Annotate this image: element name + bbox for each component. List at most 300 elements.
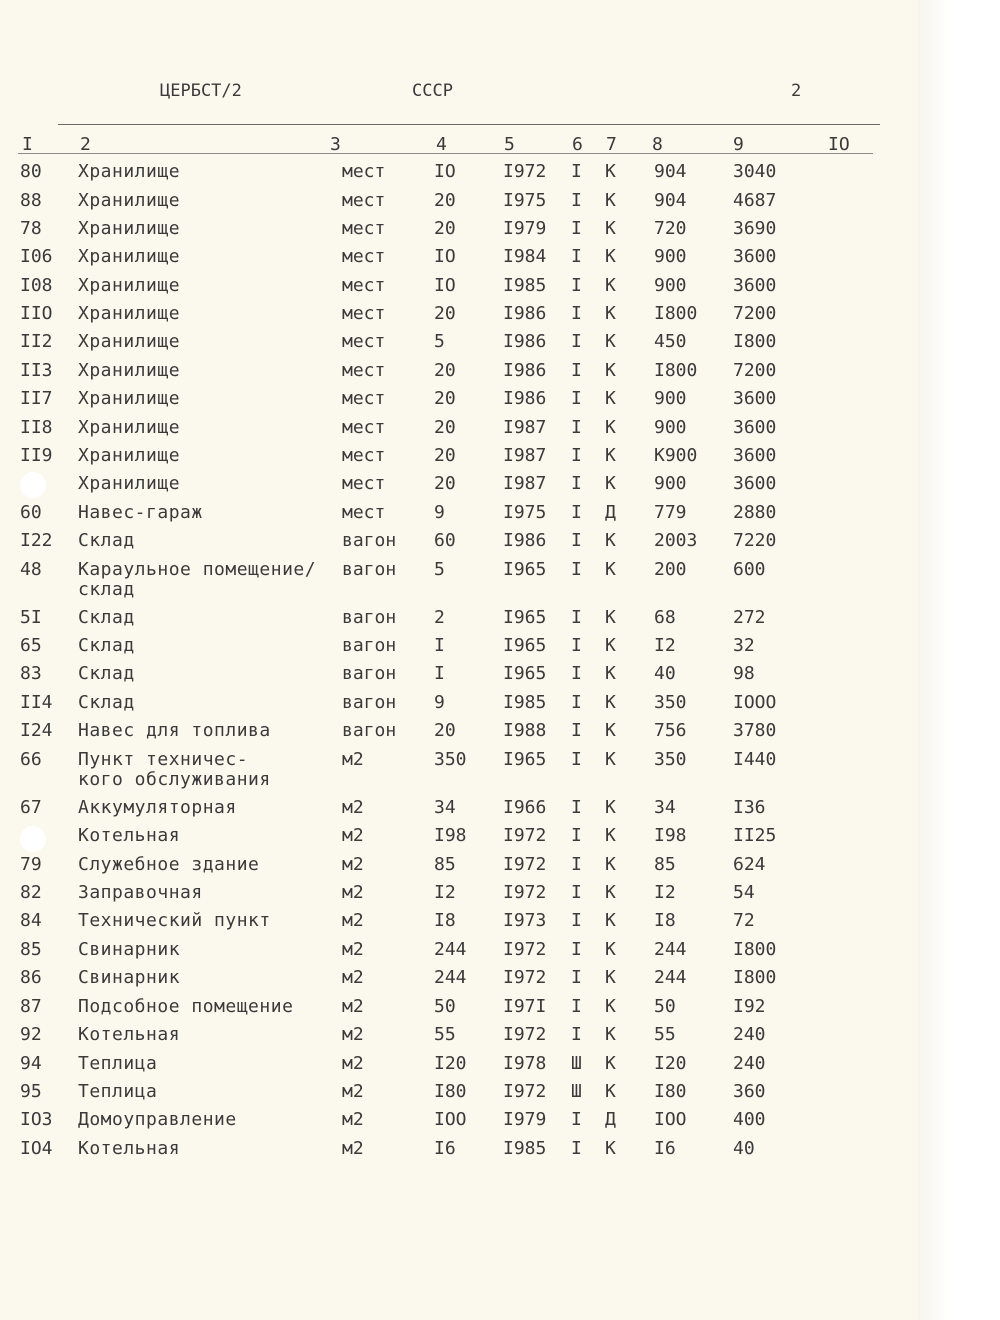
- year: I972: [503, 854, 547, 875]
- quantity: I: [434, 635, 445, 656]
- value-col-8: I8: [654, 910, 676, 931]
- value-col-8: I2: [654, 635, 676, 656]
- row-number: 92: [20, 1024, 42, 1045]
- table-row: [0, 968, 918, 996]
- quantity: 244: [434, 939, 467, 960]
- object-name: Хранилище: [78, 331, 181, 352]
- unit: вагон: [342, 635, 397, 656]
- material: К: [605, 161, 616, 182]
- row-number: 86: [20, 967, 42, 988]
- object-name: Хранилище: [78, 161, 181, 182]
- value-col-8: 68: [654, 607, 676, 628]
- year: I972: [503, 1024, 547, 1045]
- value-col-9: 240: [733, 1024, 766, 1045]
- material: К: [605, 967, 616, 988]
- object-name: Хранилище: [78, 473, 181, 494]
- column-header: I: [22, 134, 33, 155]
- value-col-9: IOOO: [733, 692, 777, 713]
- material: К: [605, 797, 616, 818]
- unit: м2: [342, 749, 364, 770]
- material: К: [605, 882, 616, 903]
- row-number: 95: [20, 1081, 42, 1102]
- table-row: [0, 361, 918, 389]
- year: I972: [503, 1081, 547, 1102]
- value-col-8: IOO: [654, 1109, 687, 1130]
- category: I: [571, 190, 582, 211]
- material: К: [605, 854, 616, 875]
- table-row: [0, 798, 918, 826]
- year: I972: [503, 939, 547, 960]
- value-col-8: I98: [654, 825, 687, 846]
- table-row: [0, 940, 918, 968]
- material: К: [605, 1081, 616, 1102]
- category: I: [571, 854, 582, 875]
- material: К: [605, 635, 616, 656]
- unit: мест: [342, 161, 386, 182]
- value-col-9: 7200: [733, 360, 777, 381]
- value-col-9: 600: [733, 559, 766, 580]
- category: I: [571, 797, 582, 818]
- object-name: Хранилище: [78, 388, 181, 409]
- unit: мест: [342, 190, 386, 211]
- row-number: 88: [20, 190, 42, 211]
- material: К: [605, 749, 616, 770]
- material: К: [605, 1024, 616, 1045]
- unit: м2: [342, 1053, 364, 1074]
- object-name: Хранилище: [78, 246, 181, 267]
- quantity: I20: [434, 1053, 467, 1074]
- category: I: [571, 882, 582, 903]
- year: I965: [503, 607, 547, 628]
- row-number: IO3: [20, 1109, 53, 1130]
- object-name: Склад: [78, 530, 135, 551]
- material: К: [605, 246, 616, 267]
- year: I965: [503, 559, 547, 580]
- value-col-8: 756: [654, 720, 687, 741]
- year: I965: [503, 635, 547, 656]
- value-col-8: 779: [654, 502, 687, 523]
- value-col-8: 900: [654, 275, 687, 296]
- table-row: [0, 474, 918, 502]
- object-name: Свинарник: [78, 939, 181, 960]
- header-rule: [58, 124, 880, 125]
- quantity: 2: [434, 607, 445, 628]
- table-row: [0, 162, 918, 190]
- year: I965: [503, 749, 547, 770]
- object-name: Заправочная: [78, 882, 203, 903]
- quantity: 85: [434, 854, 456, 875]
- year: I979: [503, 218, 547, 239]
- value-col-8: I6: [654, 1138, 676, 1159]
- unit: м2: [342, 910, 364, 931]
- row-number: 82: [20, 882, 42, 903]
- value-col-9: 624: [733, 854, 766, 875]
- value-col-9: I440: [733, 749, 777, 770]
- year: I972: [503, 967, 547, 988]
- row-number: II7: [20, 388, 53, 409]
- value-col-8: 200: [654, 559, 687, 580]
- year: I986: [503, 530, 547, 551]
- value-col-8: 244: [654, 967, 687, 988]
- table-row: [0, 332, 918, 360]
- value-col-8: К900: [654, 445, 698, 466]
- table-row: [0, 191, 918, 219]
- quantity: I: [434, 663, 445, 684]
- object-name: Теплица: [78, 1081, 158, 1102]
- quantity: 20: [434, 445, 456, 466]
- category: I: [571, 360, 582, 381]
- value-col-9: I800: [733, 967, 777, 988]
- category: I: [571, 910, 582, 931]
- object-name: Технический пункт: [78, 910, 271, 931]
- table-row: [0, 1082, 918, 1110]
- value-col-8: I80: [654, 1081, 687, 1102]
- quantity: 350: [434, 749, 467, 770]
- table-row: [0, 276, 918, 304]
- value-col-8: I2: [654, 882, 676, 903]
- quantity: 20: [434, 218, 456, 239]
- table-row: [0, 883, 918, 911]
- material: К: [605, 417, 616, 438]
- year: I986: [503, 303, 547, 324]
- value-col-8: 900: [654, 246, 687, 267]
- column-header: 3: [330, 134, 341, 155]
- object-name: Караульное помещение/ склад: [78, 559, 317, 600]
- object-name: Подсобное помещение: [78, 996, 294, 1017]
- category: I: [571, 246, 582, 267]
- row-number: 5I: [20, 607, 42, 628]
- object-name: Хранилище: [78, 360, 181, 381]
- value-col-9: II25: [733, 825, 777, 846]
- unit: м2: [342, 1081, 364, 1102]
- unit: м2: [342, 797, 364, 818]
- category: Ш: [571, 1053, 582, 1074]
- value-col-8: I20: [654, 1053, 687, 1074]
- value-col-9: 7200: [733, 303, 777, 324]
- unit: вагон: [342, 607, 397, 628]
- object-name: Домоуправление: [78, 1109, 237, 1130]
- value-col-9: 3600: [733, 445, 777, 466]
- object-name: Свинарник: [78, 967, 181, 988]
- material: Д: [605, 1109, 616, 1130]
- material: К: [605, 1138, 616, 1159]
- year: I986: [503, 360, 547, 381]
- object-name: Пункт техничес- кого обслуживания: [78, 749, 271, 790]
- row-number: 67: [20, 797, 42, 818]
- column-header: 7: [606, 134, 617, 155]
- category: I: [571, 663, 582, 684]
- value-col-9: 98: [733, 663, 755, 684]
- quantity: 5: [434, 559, 445, 580]
- object-name: Склад: [78, 692, 135, 713]
- table-row: [0, 1110, 918, 1138]
- value-col-9: 240: [733, 1053, 766, 1074]
- value-col-8: 50: [654, 996, 676, 1017]
- category: I: [571, 749, 582, 770]
- material: К: [605, 939, 616, 960]
- unit: мест: [342, 275, 386, 296]
- value-col-8: 900: [654, 388, 687, 409]
- year: I988: [503, 720, 547, 741]
- year: I985: [503, 1138, 547, 1159]
- unit: вагон: [342, 720, 397, 741]
- value-col-9: 3690: [733, 218, 777, 239]
- quantity: 244: [434, 967, 467, 988]
- table-row: [0, 911, 918, 939]
- table-row: [0, 608, 918, 636]
- column-header: IO: [828, 134, 850, 155]
- category: I: [571, 1024, 582, 1045]
- row-number: 66: [20, 749, 42, 770]
- category: I: [571, 967, 582, 988]
- unit: м2: [342, 1138, 364, 1159]
- year: I984: [503, 246, 547, 267]
- quantity: 20: [434, 360, 456, 381]
- table-row: [0, 559, 918, 600]
- material: К: [605, 559, 616, 580]
- quantity: 50: [434, 996, 456, 1017]
- category: I: [571, 388, 582, 409]
- object-name: Теплица: [78, 1053, 158, 1074]
- year: I987: [503, 445, 547, 466]
- paper-damage: [20, 826, 46, 852]
- value-col-8: 350: [654, 692, 687, 713]
- value-col-8: 244: [654, 939, 687, 960]
- unit: мест: [342, 388, 386, 409]
- value-col-9: 3780: [733, 720, 777, 741]
- object-name: Котельная: [78, 1024, 181, 1045]
- material: К: [605, 473, 616, 494]
- quantity: 55: [434, 1024, 456, 1045]
- object-name: Котельная: [78, 825, 181, 846]
- column-header: 2: [80, 134, 91, 155]
- column-header: 4: [436, 134, 447, 155]
- value-col-8: 900: [654, 473, 687, 494]
- material: К: [605, 720, 616, 741]
- table-row: [0, 1139, 918, 1167]
- object-name: Аккумуляторная: [78, 797, 237, 818]
- unit: вагон: [342, 663, 397, 684]
- table-row: [0, 749, 918, 790]
- unit: мест: [342, 502, 386, 523]
- year: I979: [503, 1109, 547, 1130]
- year: I972: [503, 882, 547, 903]
- quantity: 20: [434, 190, 456, 211]
- category: I: [571, 417, 582, 438]
- row-number: 79: [20, 854, 42, 875]
- material: К: [605, 388, 616, 409]
- category: I: [571, 559, 582, 580]
- category: I: [571, 720, 582, 741]
- category: I: [571, 502, 582, 523]
- object-name: Служебное здание: [78, 854, 260, 875]
- row-number: I24: [20, 720, 53, 741]
- year: I985: [503, 275, 547, 296]
- year: I972: [503, 825, 547, 846]
- category: I: [571, 635, 582, 656]
- year: I965: [503, 663, 547, 684]
- unit: мест: [342, 303, 386, 324]
- object-name: Склад: [78, 663, 135, 684]
- value-col-9: 4687: [733, 190, 777, 211]
- unit: мест: [342, 360, 386, 381]
- material: К: [605, 190, 616, 211]
- row-number: 83: [20, 663, 42, 684]
- quantity: 20: [434, 388, 456, 409]
- value-col-9: 3040: [733, 161, 777, 182]
- quantity: 20: [434, 303, 456, 324]
- quantity: IO: [434, 246, 456, 267]
- table-row: [0, 503, 918, 531]
- table-row: [0, 636, 918, 664]
- column-header: 6: [572, 134, 583, 155]
- year: I978: [503, 1053, 547, 1074]
- value-col-8: 450: [654, 331, 687, 352]
- page-edge: [918, 0, 1000, 1320]
- unit: м2: [342, 825, 364, 846]
- value-col-9: 400: [733, 1109, 766, 1130]
- table-row: [0, 826, 918, 854]
- unit: мест: [342, 218, 386, 239]
- row-number: II9: [20, 445, 53, 466]
- country-label: СССР: [412, 81, 453, 101]
- row-number: II2: [20, 331, 53, 352]
- year: I97I: [503, 996, 547, 1017]
- quantity: 60: [434, 530, 456, 551]
- paper-damage: [20, 472, 46, 498]
- unit: мест: [342, 473, 386, 494]
- material: К: [605, 360, 616, 381]
- row-number: 65: [20, 635, 42, 656]
- quantity: I2: [434, 882, 456, 903]
- year: I975: [503, 502, 547, 523]
- unit: мест: [342, 246, 386, 267]
- value-col-8: 40: [654, 663, 676, 684]
- value-col-9: I800: [733, 331, 777, 352]
- object-name: Хранилище: [78, 417, 181, 438]
- row-number: II4: [20, 692, 53, 713]
- quantity: I6: [434, 1138, 456, 1159]
- material: К: [605, 530, 616, 551]
- material: К: [605, 331, 616, 352]
- quantity: 5: [434, 331, 445, 352]
- table-row: [0, 304, 918, 332]
- year: I966: [503, 797, 547, 818]
- year: I987: [503, 417, 547, 438]
- table-row: [0, 721, 918, 749]
- category: I: [571, 275, 582, 296]
- row-number: 87: [20, 996, 42, 1017]
- category: I: [571, 530, 582, 551]
- row-number: I08: [20, 275, 53, 296]
- category: I: [571, 445, 582, 466]
- category: I: [571, 161, 582, 182]
- value-col-8: 904: [654, 190, 687, 211]
- row-number: II8: [20, 417, 53, 438]
- unit: м2: [342, 967, 364, 988]
- material: К: [605, 445, 616, 466]
- value-col-9: 72: [733, 910, 755, 931]
- unit: м2: [342, 996, 364, 1017]
- material: К: [605, 825, 616, 846]
- category: Ш: [571, 1081, 582, 1102]
- row-number: II3: [20, 360, 53, 381]
- value-col-9: 32: [733, 635, 755, 656]
- row-number: 80: [20, 161, 42, 182]
- object-name: Хранилище: [78, 303, 181, 324]
- year: I973: [503, 910, 547, 931]
- unit: мест: [342, 331, 386, 352]
- value-col-9: I92: [733, 996, 766, 1017]
- unit: м2: [342, 882, 364, 903]
- year: I975: [503, 190, 547, 211]
- document-code: ЦЕРБСТ/2: [160, 81, 242, 101]
- value-col-8: I800: [654, 303, 698, 324]
- value-col-9: 3600: [733, 417, 777, 438]
- year: I985: [503, 692, 547, 713]
- material: К: [605, 1053, 616, 1074]
- value-col-9: 54: [733, 882, 755, 903]
- object-name: Склад: [78, 635, 135, 656]
- quantity: I80: [434, 1081, 467, 1102]
- unit: м2: [342, 1109, 364, 1130]
- table-row: [0, 446, 918, 474]
- row-number: 78: [20, 218, 42, 239]
- value-col-8: 900: [654, 417, 687, 438]
- quantity: 9: [434, 502, 445, 523]
- material: К: [605, 218, 616, 239]
- value-col-8: 720: [654, 218, 687, 239]
- table-row: [0, 997, 918, 1025]
- table-row: [0, 389, 918, 417]
- year: I972: [503, 161, 547, 182]
- quantity: 9: [434, 692, 445, 713]
- table-row: [0, 693, 918, 721]
- quantity: 20: [434, 473, 456, 494]
- category: I: [571, 473, 582, 494]
- row-number: 84: [20, 910, 42, 931]
- row-number: I22: [20, 530, 53, 551]
- table-row: [0, 1054, 918, 1082]
- category: I: [571, 996, 582, 1017]
- table-row: [0, 855, 918, 883]
- category: I: [571, 692, 582, 713]
- unit: м2: [342, 939, 364, 960]
- material: К: [605, 996, 616, 1017]
- material: К: [605, 303, 616, 324]
- quantity: I98: [434, 825, 467, 846]
- table-row: [0, 531, 918, 559]
- unit: вагон: [342, 692, 397, 713]
- table-row: [0, 664, 918, 692]
- value-col-8: 350: [654, 749, 687, 770]
- value-col-9: 3600: [733, 275, 777, 296]
- category: I: [571, 1109, 582, 1130]
- object-name: Хранилище: [78, 445, 181, 466]
- unit: мест: [342, 445, 386, 466]
- row-number: 94: [20, 1053, 42, 1074]
- table-row: [0, 219, 918, 247]
- category: I: [571, 939, 582, 960]
- unit: вагон: [342, 530, 397, 551]
- unit: м2: [342, 1024, 364, 1045]
- row-number: 48: [20, 559, 42, 580]
- category: I: [571, 825, 582, 846]
- material: К: [605, 275, 616, 296]
- unit: м2: [342, 854, 364, 875]
- object-name: Хранилище: [78, 190, 181, 211]
- value-col-8: 55: [654, 1024, 676, 1045]
